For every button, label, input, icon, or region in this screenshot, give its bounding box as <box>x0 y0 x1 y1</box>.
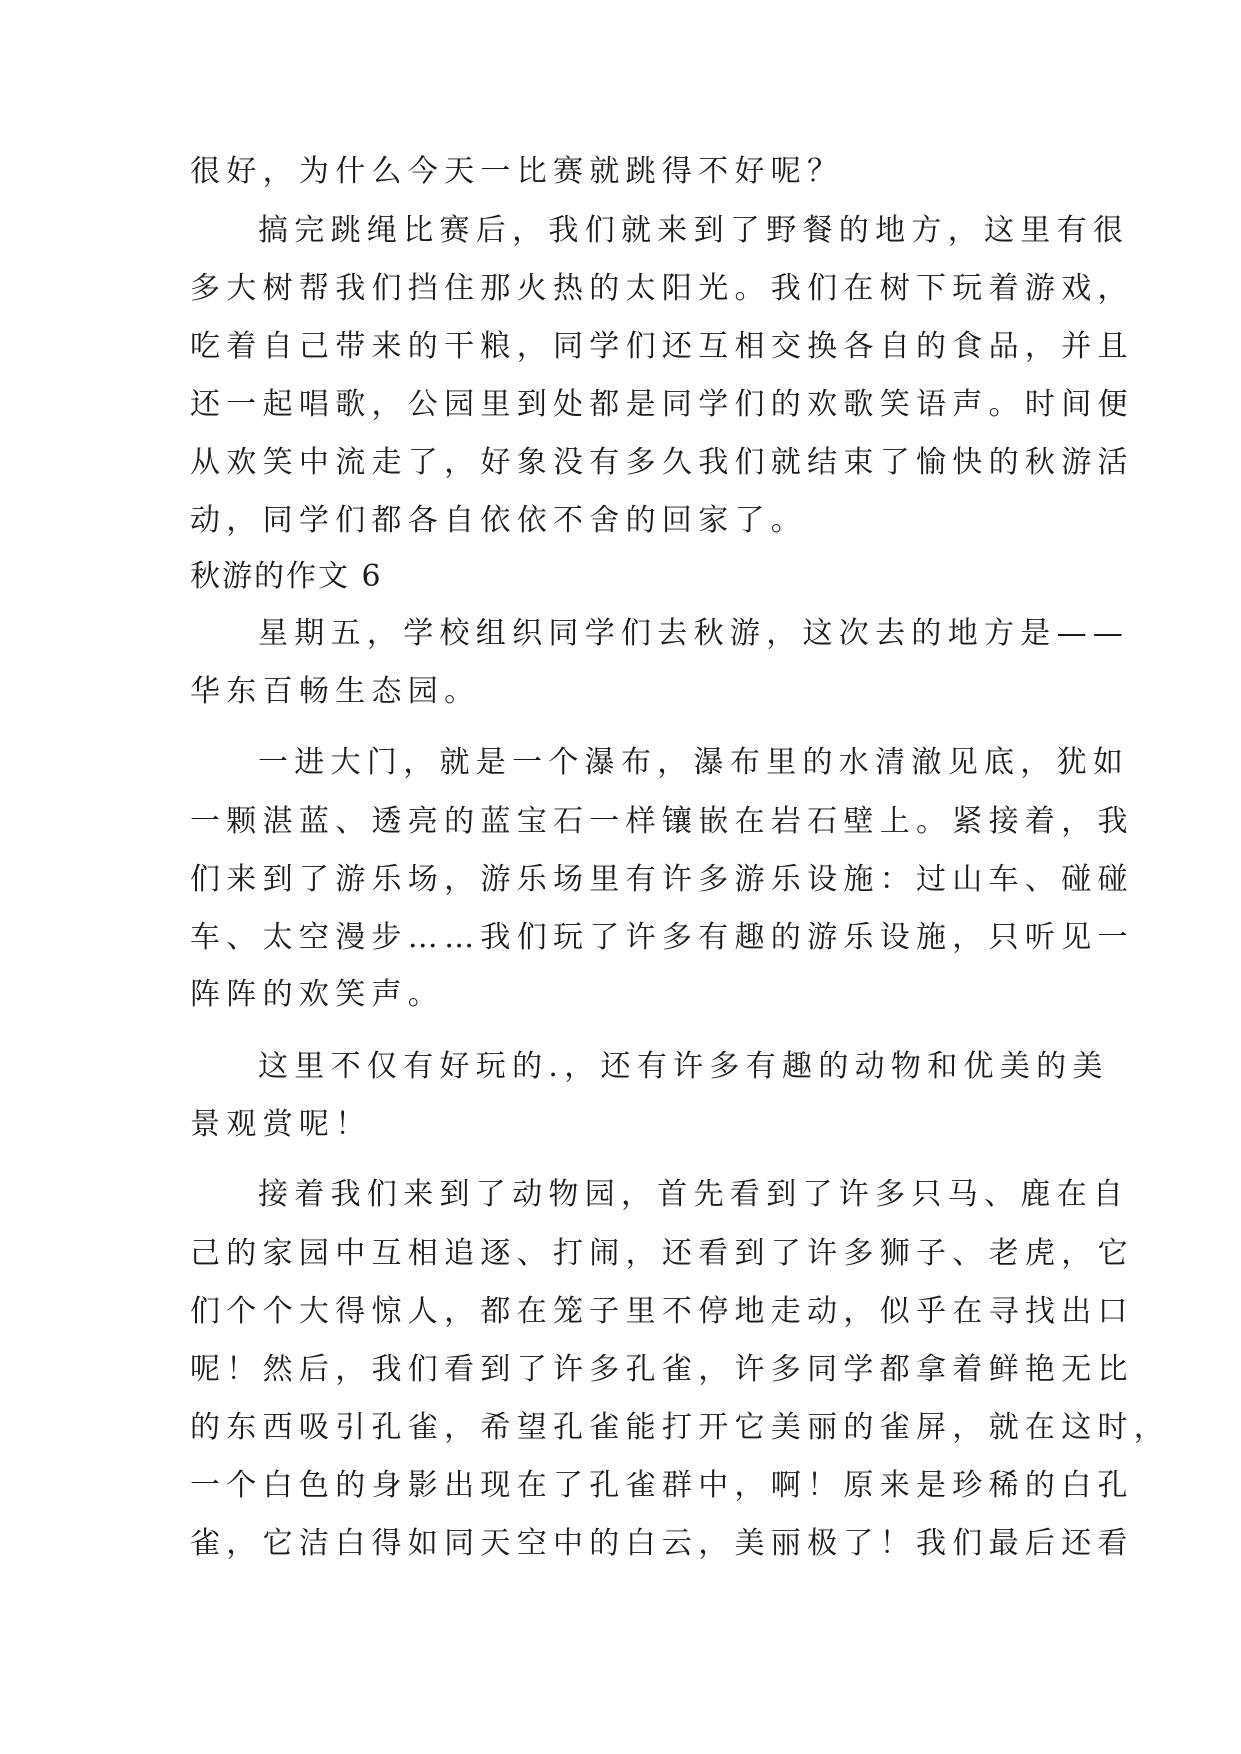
text-line: 景观赏呢！ <box>190 1107 372 1142</box>
paragraph-first-line: 一进大门，就是一个瀑布，瀑布里的水清澈见底，犹如 <box>258 745 1130 780</box>
paragraph-first-line: 这里不仅有好玩的.，还有许多有趣的动物和优美的美 <box>258 1049 1109 1084</box>
text-line: 车、太空漫步……我们玩了许多有趣的游乐设施，只听见一 <box>190 920 1134 955</box>
paragraph-first-line: 星期五，学校组织同学们去秋游，这次去的地方是—— <box>258 616 1130 651</box>
text-line: 很好，为什么今天一比赛就跳得不好呢？ <box>190 154 844 189</box>
text-line: 从欢笑中流走了，好象没有多久我们就结束了愉快的秋游活 <box>190 445 1134 480</box>
text-line: 一个白色的身影出现在了孔雀群中，啊！原来是珍稀的白孔 <box>190 1468 1134 1503</box>
text-line: 呢！然后，我们看到了许多孔雀，许多同学都拿着鲜艳无比 <box>190 1352 1134 1387</box>
text-line: 华东百畅生态园。 <box>190 674 481 709</box>
text-line: 阵阵的欢笑声。 <box>190 977 445 1012</box>
text-line: 还一起唱歌，公园里到处都是同学们的欢歌笑语声。时间便 <box>190 387 1134 422</box>
paragraph-first-line: 搞完跳绳比赛后，我们就来到了野餐的地方，这里有很 <box>258 213 1130 248</box>
text-line: 动，同学们都各自依依不舍的回家了。 <box>190 503 808 538</box>
text-line: 吃着自己带来的干粮，同学们还互相交换各自的食品，并且 <box>190 329 1134 364</box>
text-line: 雀，它洁白得如同天空中的白云，美丽极了！我们最后还看 <box>190 1526 1134 1561</box>
text-line: 多大树帮我们挡住那火热的太阳光。我们在树下玩着游戏， <box>190 271 1134 306</box>
text-line: 一颗湛蓝、透亮的蓝宝石一样镶嵌在岩石壁上。紧接着，我 <box>190 804 1134 839</box>
text-line: 们来到了游乐场，游乐场里有许多游乐设施：过山车、碰碰 <box>190 862 1134 897</box>
section-heading: 秋游的作文 6 <box>190 559 383 594</box>
text-line: 的东西吸引孔雀，希望孔雀能打开它美丽的雀屏，就在这时， <box>190 1410 1171 1445</box>
text-line: 们个个大得惊人，都在笼子里不停地走动，似乎在寻找出口 <box>190 1294 1134 1329</box>
text-line: 己的家园中互相追逐、打闹，还看到了许多狮子、老虎，它 <box>190 1236 1134 1271</box>
paragraph-first-line: 接着我们来到了动物园，首先看到了许多只马、鹿在自 <box>258 1177 1130 1212</box>
